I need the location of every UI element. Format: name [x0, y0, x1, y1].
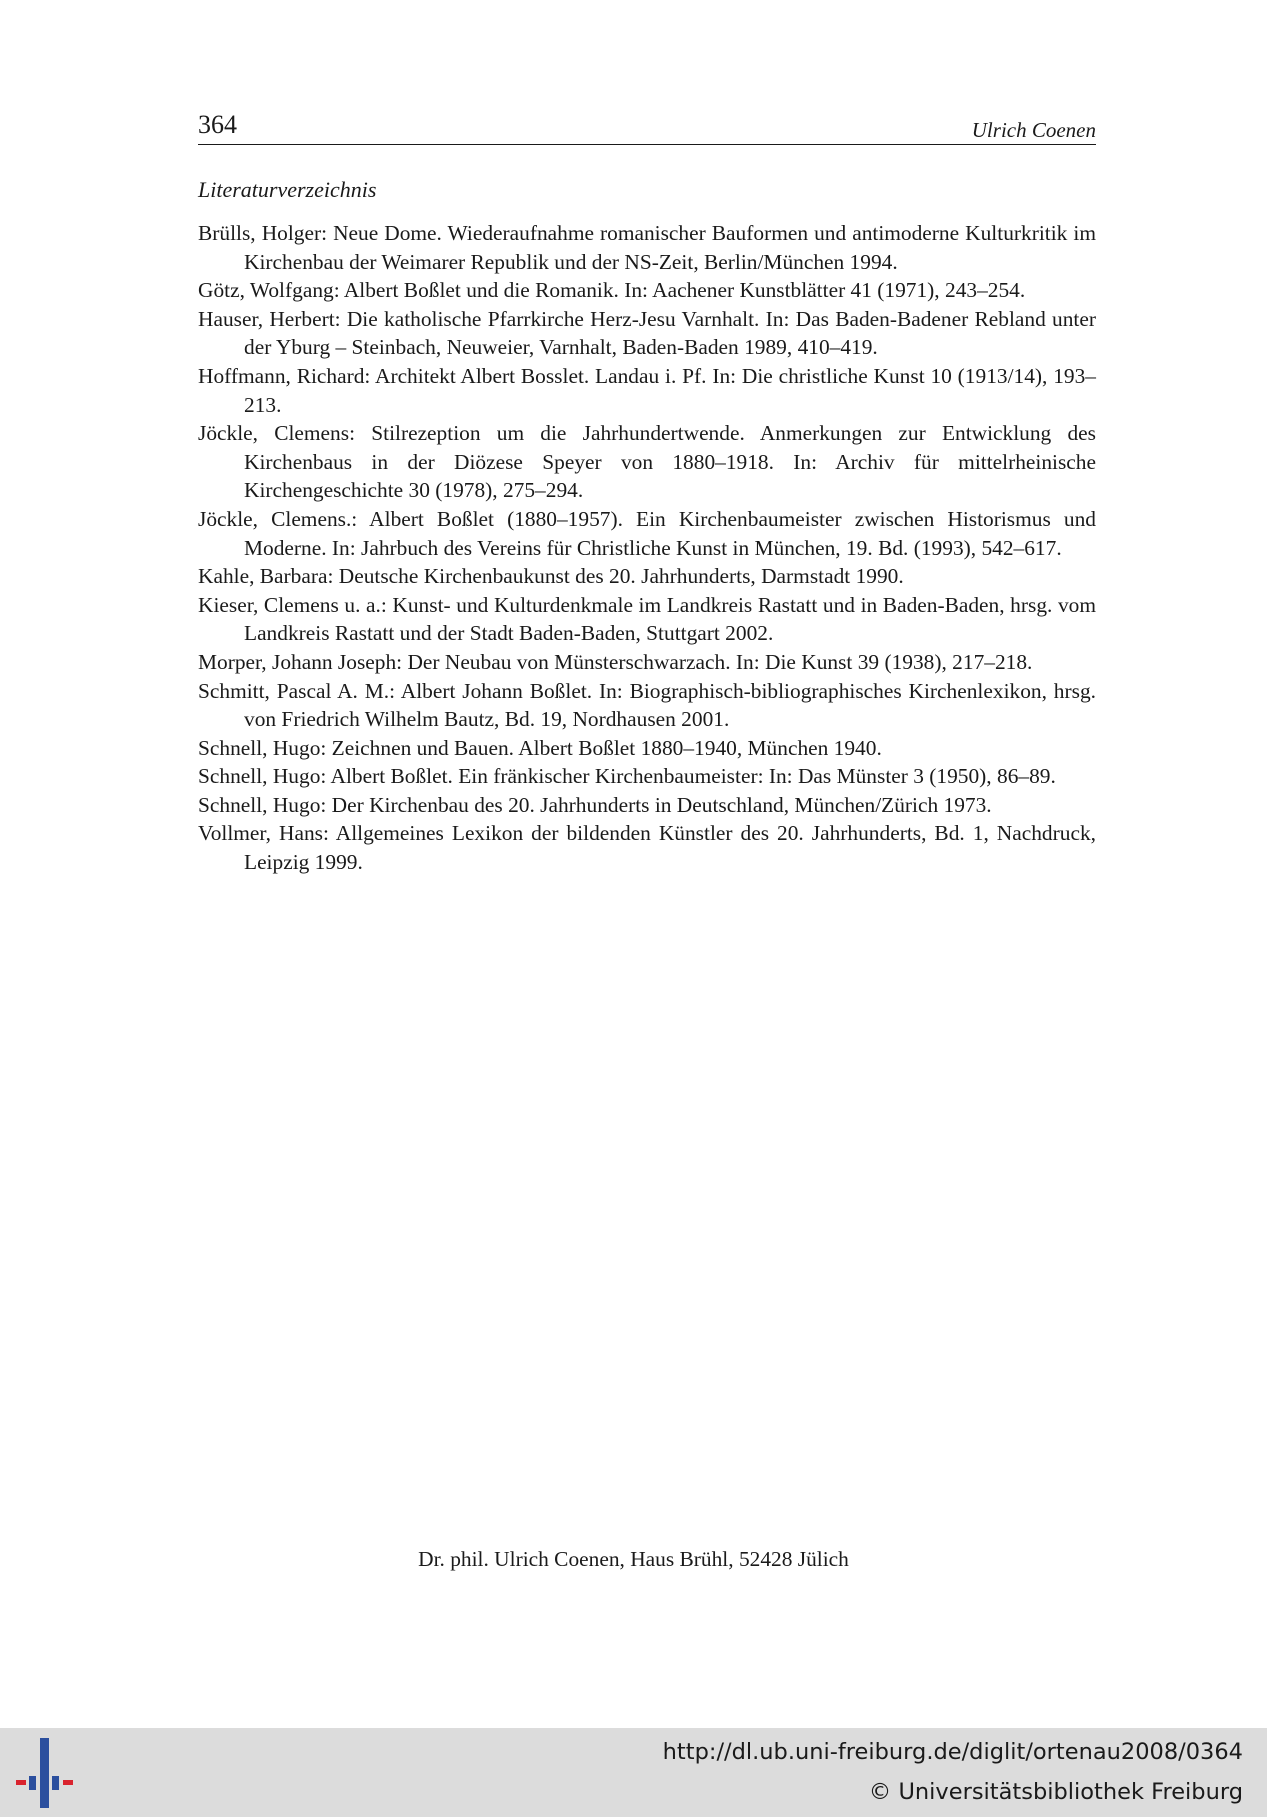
bibliography-entry: Schmitt, Pascal A. M.: Albert Johann Boßlet. In: Biographisch-bibliographisches Kirchenlexikon, hrsg. von Friedrich Wilhelm Bautz, Bd. 19, Nordhausen 2001.	[198, 678, 1096, 732]
section-title: Literaturverzeichnis	[198, 177, 377, 202]
bibliography-entry: Schnell, Hugo: Albert Boßlet. Ein fränkischer Kirchenbaumeister: In: Das Münster 3 (1950), 86–89.	[198, 764, 1056, 789]
bibliography-entry: Hoffmann, Richard: Architekt Albert Bosslet. Landau i. Pf. In: Die christliche Kunst 10 (1913/14), 193–213.	[198, 363, 1096, 417]
author-address: Dr. phil. Ulrich Coenen, Haus Brühl, 52428 Jülich	[418, 1547, 849, 1571]
bibliography-entry: Brülls, Holger: Neue Dome. Wiederaufnahme romanischer Bauformen und antimoderne Kulturkritik im Kirchenbau der Weimarer Republik und der NS-Zeit, Berlin/München 1994.	[198, 221, 1096, 274]
bibliography-entry: Hauser, Herbert: Die katholische Pfarrkirche Herz-Jesu Varnhalt. In: Das Baden-Badener Rebland unter der Yburg – Steinbach, Neuweier, Varnhalt, Baden-Baden 1989, 410–419.	[198, 306, 1096, 360]
bibliography-entry: Morper, Johann Joseph: Der Neubau von Münsterschwarzach. In: Die Kunst 39 (1938), 217–218.	[198, 649, 1033, 674]
footer-copyright: © Universitätsbibliothek Freiburg	[868, 1779, 1243, 1805]
bibliography-entry: Vollmer, Hans: Allgemeines Lexikon der bildenden Künstler des 20. Jahrhunderts, Bd. 1, Nachdruck, Leipzig 1999.	[198, 821, 1096, 875]
bibliography-entry: Kieser, Clemens u. a.: Kunst- und Kulturdenkmale im Landkreis Rastatt und in Baden-Baden, hrsg. vom Landkreis Rastatt und der Stadt Baden-Baden, Stuttgart 2002.	[198, 592, 1096, 646]
bibliography-entry: Götz, Wolfgang: Albert Boßlet und die Romanik. In: Aachener Kunstblätter 41 (1971), 243–254.	[198, 278, 1026, 303]
running-head-author: Ulrich Coenen	[971, 118, 1096, 142]
bibliography-entry: Schnell, Hugo: Der Kirchenbau des 20. Jahrhunderts in Deutschland, München/Zürich 1973.	[198, 792, 992, 817]
library-footer-bar	[0, 1728, 1267, 1817]
page-header	[198, 108, 1096, 145]
bibliography-entry: Jöckle, Clemens: Stilrezeption um die Jahrhundertwende. Anmerkungen zur Entwicklung des Kirchenbaus in der Diözese Speyer von 1880–1918. In: Archiv für mittelrheinische Kirchengeschichte 30 (1978), 275–294.	[198, 421, 1096, 503]
bibliography-entry: Schnell, Hugo: Zeichnen und Bauen. Albert Boßlet 1880–1940, München 1940.	[198, 735, 882, 760]
bibliography-list	[198, 219, 1096, 877]
library-logo-icon	[16, 1738, 80, 1808]
footer-url-link[interactable]: http://dl.ub.uni-freiburg.de/diglit/ortenau2008/0364	[662, 1739, 1243, 1765]
bibliography-entry: Kahle, Barbara: Deutsche Kirchenbaukunst des 20. Jahrhunderts, Darmstadt 1990.	[198, 564, 904, 589]
page-number: 364	[198, 110, 237, 139]
bibliography-entry: Jöckle, Clemens.: Albert Boßlet (1880–1957). Ein Kirchenbaumeister zwischen Historismus und Moderne. In: Jahrbuch des Vereins für Christliche Kunst in München, 19. Bd. (1993), 542–617.	[198, 506, 1096, 560]
